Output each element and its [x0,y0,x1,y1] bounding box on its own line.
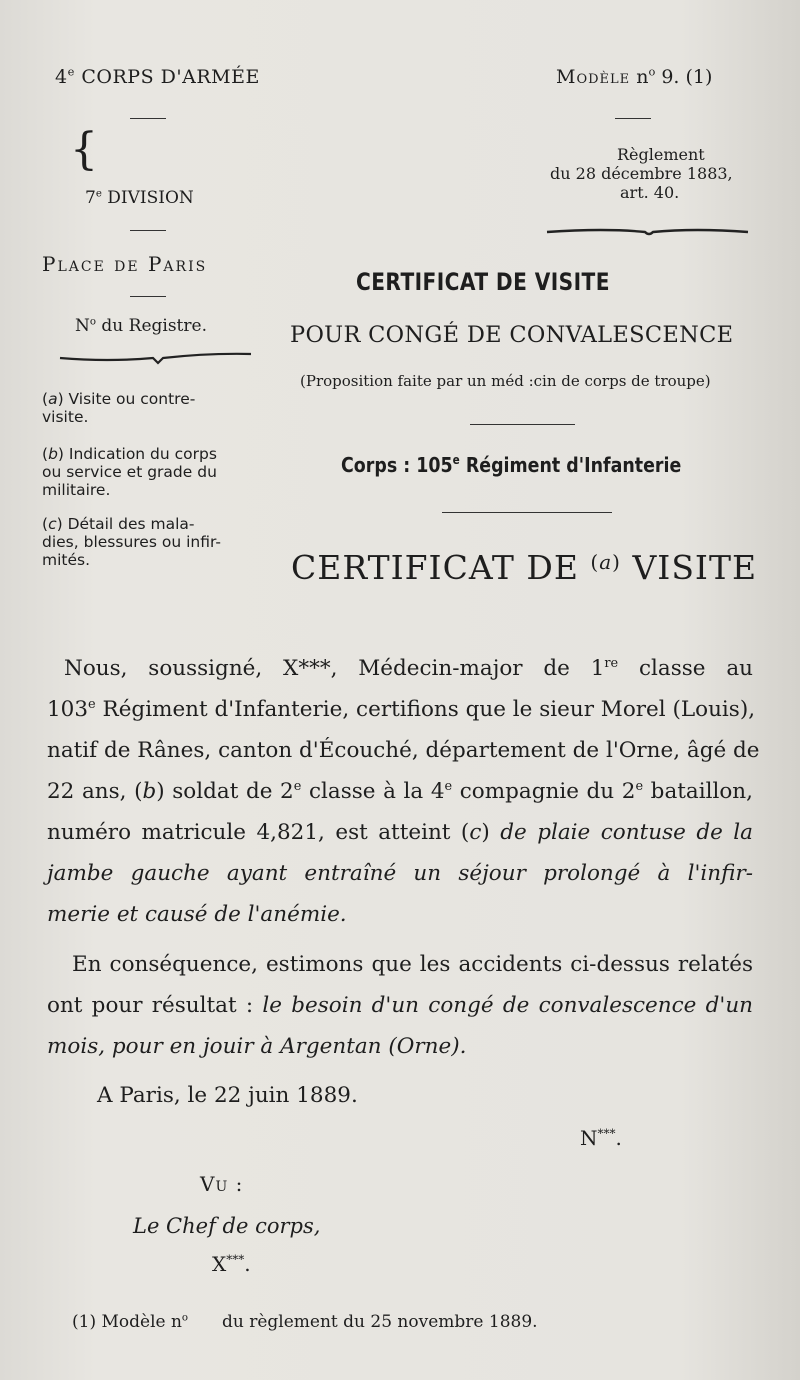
place-label: Place de Paris [42,252,208,276]
note-a: (a) Visite ou contre- visite. [42,390,196,426]
body-line-4: 22 ans, (b) soldat de 2e classe à la 4e compagnie du 2e bataillon, [47,778,753,804]
divider [130,296,166,297]
body-line-9: ont pour résultat : le besoin d'un congé de convalescence d'un [47,993,754,1018]
divider [442,512,612,513]
footnote-text: du règlement du 25 novembre 1889. [222,1312,538,1332]
modele-header: Modèle $n^o$ 9. (1) [556,64,713,88]
note-c: (c) Détail des mala- dies, blessures ou infir- mités. [42,515,221,569]
divider [130,230,166,231]
divider [470,424,575,425]
chef-signature: X***. [212,1252,251,1276]
footnote-number: (1) Modèle $n^o$ [72,1312,189,1332]
brace-mark: { [70,124,98,175]
divider [615,118,651,119]
place-date: A Paris, le 22 juin 1889. [97,1083,358,1108]
title-line-2: POUR CONGÉ DE CONVALESCENCE [290,322,734,348]
registre-label: $N^o$ du Registre. [75,316,207,336]
body-line-7: merie et causé de l'anémie. [47,902,347,927]
body-line-3: natif de Rânes, canton d'Écouché, département de l'Orne, âgé de [47,738,760,763]
reglement-line-3: art. 40. [620,183,680,202]
body-line-10: mois, pour en jouir à Argentan (Orne). [47,1034,467,1059]
body-line-8: En conséquence, estimons que les accidents ci-dessus relatés [72,952,753,977]
reglement-line-2: du 28 décembre 1883, [550,164,733,183]
note-b: (b) Indication du corps ou service et grade du militaire. [42,445,217,499]
reglement-line-1: Règlement [617,145,705,164]
body-line-2: 103e Régiment d'Infanterie, certifions que le sieur Morel (Louis), [47,696,756,722]
corps-header: 4e CORPS D'ARMÉE [55,64,260,88]
ornament-rule [545,222,750,240]
title-line-3: (Proposition faite par un méd :cin de corps de troupe) [300,372,711,390]
division-header: 7e DIVISION [85,188,194,208]
vu-label: Vu : [200,1172,244,1196]
body-line-6: jambe gauche ayant entraîné un séjour prolongé à l'infir- [47,861,753,886]
title-line-1: CERTIFICAT DE VISITE [356,268,610,296]
ornament-rule [58,350,253,366]
signature: N***. [580,1126,622,1150]
divider [130,118,166,119]
body-line-5: numéro matricule 4,821, est atteint (c) de plaie contuse de la [47,820,754,845]
chef-label: Le Chef de corps, [133,1214,321,1238]
corps-regiment: Corps : 105e Régiment d'Infanterie [341,453,682,477]
main-title: CERTIFICAT DE $^{(a)}$ VISITE [291,548,758,587]
body-line-1: Nous, soussigné, X***, Médecin-major de 1re classe au [64,655,753,681]
